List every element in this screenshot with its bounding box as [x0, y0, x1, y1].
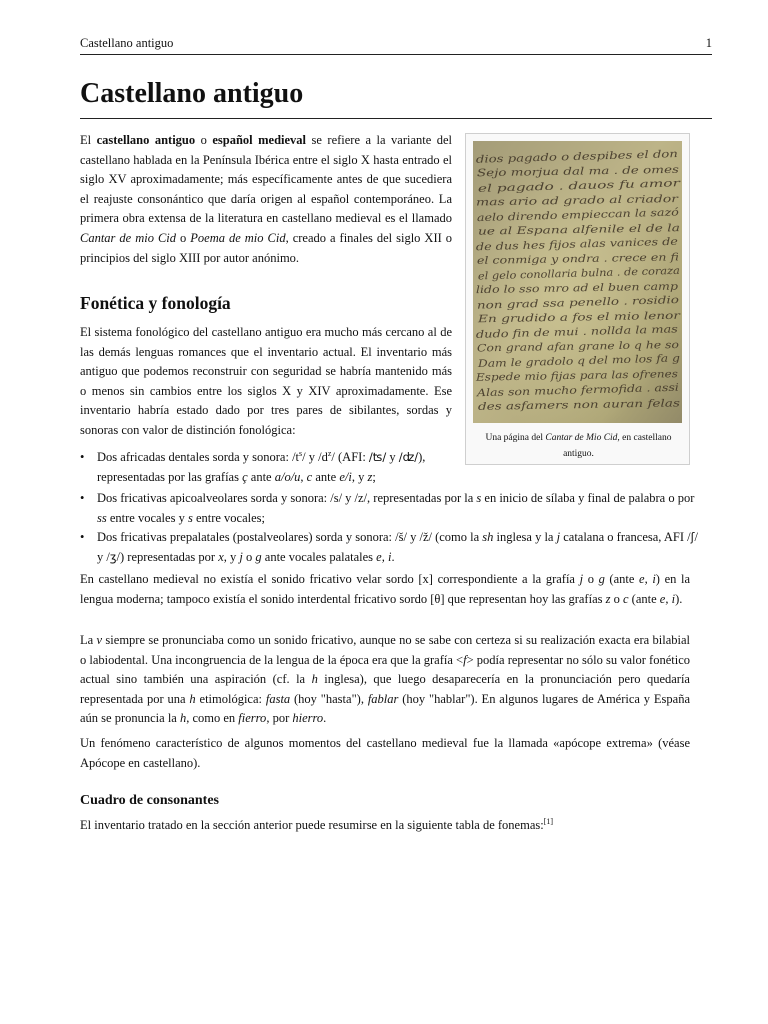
list-item: • Dos fricativas prepalatales (postalveolares) sorda y sonora: /š/ y /ž/ (como la sh inglesa y la j catalana o francesa, AFI /ʃ/ y /ʒ/) representadas por x, y j o g ante vocales palatales e, i.	[80, 528, 700, 567]
manuscript-line: ue al Espana alfenile el de la	[477, 224, 627, 238]
reference-link-1[interactable]: [1]	[543, 816, 554, 826]
manuscript-line: dios pagado o despibes el don	[475, 150, 632, 166]
manuscript-image	[473, 141, 682, 423]
page-number: 1	[705, 36, 712, 50]
manuscript-line: dudo fin de mui . nollda la mas	[475, 325, 636, 341]
heading-fonetica: Fonética y fonología	[80, 293, 231, 313]
term-espanol-medieval: español medieval	[212, 133, 307, 147]
work-poema-de-mio-cid: Poema de mio Cid	[190, 230, 286, 245]
running-title: Castellano antiguo	[80, 36, 174, 50]
manuscript-line: En grudido a fos el mio lenor	[477, 311, 629, 326]
manuscript-line: aelo direndo empieccan la sazó	[476, 208, 640, 225]
running-header	[80, 36, 712, 55]
title-divider	[80, 118, 712, 119]
manuscript-line: Alas son mucho fermofida . assi	[476, 383, 641, 400]
bullet-list-africadas	[80, 448, 460, 487]
manuscript-line: el gelo conollaria bulna . de coraza	[477, 266, 660, 283]
manuscript-line: el pagado . dauos fu amor	[477, 180, 613, 195]
figure-caption: Una página del Cantar de Mio Cid, en castellano antiguo.	[485, 433, 672, 459]
manuscript-line: Dam le gradolo q del mo los fa g	[477, 354, 646, 371]
fonetica-paragraph-2: En castellano medieval no existía el sonido fricativo velar sordo [x] correspondiente a la grafía j o g (ante e, i) en la lengua moderna; tampoco existía el sonido interdental fricativo sordo [θ] que representan hoy las grafías z o c (ante e, i).	[80, 572, 691, 606]
list-item: • Dos africadas dentales sorda y sonora: $/t^s/$ y $/d^z/$ (AFI: /ʦ/ y /ʣ/), representadas por las grafías ç ante a/o/u, c ante e/i, y z;	[80, 448, 460, 487]
cuadro-paragraph: El inventario tratado en la sección anterior puede resumirse en la siguiente tabla de fonemas:[1]	[80, 816, 554, 832]
manuscript-line: el conmiga y ondra . crece en fi	[476, 253, 640, 267]
link-cantar-de-mio-cid[interactable]: Cantar de mio Cid	[80, 230, 177, 245]
page-title: Castellano antiguo	[80, 78, 304, 109]
manuscript-line: de dus hes fijos alas vanices de	[475, 237, 638, 254]
intro-paragraph: El castellano antiguo o español medieval se refiere a la variante del castellano hablada en la Península Ibérica entre el siglo X hasta entrado el siglo XV aproximadamente; más específicamente antes de que sucediera el reajuste consonántico que daría origen al español contemporáneo. La primera obra extensa de la literatura en castellano medieval es el llamado Cantar de mio Cid o Poema de mio Cid, creado a finales del siglo XII o principios del siglo XIII por autor anónimo.	[80, 133, 453, 265]
heading-cuadro-consonantes: Cuadro de consonantes	[80, 793, 219, 808]
fonetica-paragraph-1: El sistema fonológico del castellano antiguo era mucho más cercano al de las demás lenguas romances que el inventario actual. El inventario más antiguo que podemos reconstruir con seguridad se habría mantenido más o menos sin cambios entre los siglos X y XIV aproximadamente. Ese inventario habría estado dado por tres pares de sibilantes, sordas y sonoras con valor de distinción fonológica:	[80, 325, 452, 437]
manuscript-line: lido lo sso mro ad el buen camp	[475, 282, 641, 297]
term-castellano-antiguo: castellano antiguo	[96, 133, 196, 147]
manuscript-line: Con grand afan grane lo q he so	[476, 340, 644, 355]
fonetica-paragraph-3: La v siempre se pronunciaba como un sonido fricativo, aunque no se sabe con certeza si su realización exacta era bilabial o labiodental. Una incongruencia de la lengua de la época era que la grafía <f> podía representar no sólo su valor fonético actual sino también una aspiración (cf. la h inglesa), que luego desaparecería en la pronunciación pero quedaría representada por una h etimológica: fasta (hoy "hasta"), fablar (hoy "hablar"). En algunos lugares de América y España aún se pronuncia la h, como en fierro, por hierro.	[80, 633, 690, 726]
fonetica-paragraph-4: Un fenómeno característico de algunos momentos del castellano medieval fue la llamada «apócope extrema» (véase Apócope en castellano).	[80, 736, 690, 770]
manuscript-figure	[465, 133, 690, 465]
manuscript-line: mas ario ad grado al criador	[475, 194, 624, 209]
manuscript-line: Sejo morjua dal ma . de omes	[476, 165, 630, 180]
manuscript-line: non grad ssa penello . rosidio	[476, 296, 630, 312]
bullet-list-fricativas	[80, 489, 700, 567]
manuscript-line: des asfamers non auran felas	[477, 399, 630, 413]
list-item: • Dos fricativas apicoalveolares sorda y sonora: /s/ y /z/, representadas por la s en inicio de sílaba y final de palabra o por ss entre vocales y s entre vocales;	[80, 489, 700, 528]
manuscript-line: Espede mio fijas para las ofrenes	[475, 369, 648, 384]
